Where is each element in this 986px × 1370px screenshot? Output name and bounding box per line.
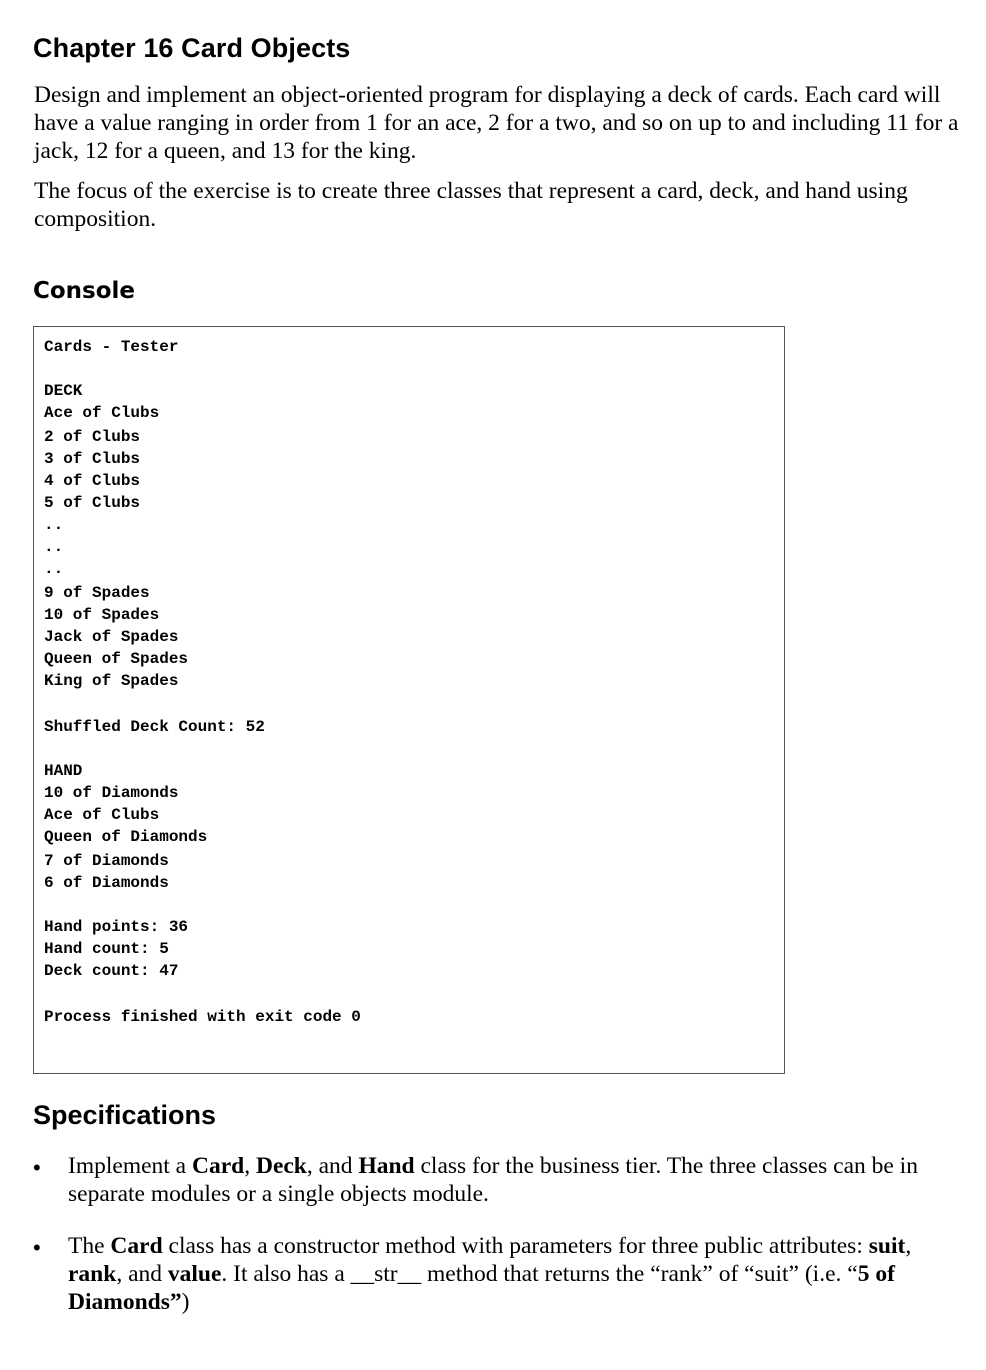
- console-line: Ace of Clubs: [44, 404, 160, 422]
- console-line: 6 of Diamonds: [44, 874, 169, 892]
- console-line: HAND: [44, 762, 83, 780]
- console-ellipsis: ..: [44, 560, 64, 578]
- console-line: Hand points: 36: [44, 918, 189, 936]
- console-line: Process finished with exit code 0: [44, 1008, 361, 1026]
- console-heading: Console: [33, 278, 136, 304]
- console-ellipsis: ..: [44, 538, 64, 556]
- console-line: Jack of Spades: [44, 628, 179, 646]
- spec-bullet-card-class: The Card class has a constructor method with parameters for three public attributes: suit, rank, and value. It also has a __str__ method that returns the “rank” of “suit” (i.e. “5 of Diamonds”): [68, 1233, 912, 1315]
- console-line: 10 of Diamonds: [44, 784, 179, 802]
- console-line: Deck count: 47: [44, 962, 179, 980]
- page-title: Chapter 16 Card Objects: [33, 33, 351, 63]
- console-line: 5 of Clubs: [44, 494, 141, 512]
- console-line: Cards - Tester: [44, 338, 179, 356]
- console-output-box: [33, 326, 785, 1074]
- console-line: DECK: [44, 382, 83, 400]
- console-line: 7 of Diamonds: [44, 852, 169, 870]
- console-line: King of Spades: [44, 672, 179, 690]
- spec-bullet-classes: Implement a Card, Deck, and Hand class for the business tier. The three classes can be in separate modules or a single objects module.: [68, 1153, 918, 1207]
- console-line: 2 of Clubs: [44, 428, 141, 446]
- console-ellipsis: ..: [44, 516, 64, 534]
- console-line: Hand count: 5: [44, 940, 169, 958]
- console-line: 9 of Spades: [44, 584, 150, 602]
- focus-paragraph: The focus of the exercise is to create three classes that represent a card, deck, and hand using composition.: [34, 178, 908, 232]
- console-line: 10 of Spades: [44, 606, 160, 624]
- console-line: Queen of Spades: [44, 650, 189, 668]
- intro-paragraph: Design and implement an object-oriented program for displaying a deck of cards. Each card will have a value ranging in order from 1 for an ace, 2 for a two, and so on up to and including 11 for a jack, 12 for a queen, and 13 for the king.: [34, 82, 959, 164]
- console-line: Queen of Diamonds: [44, 828, 208, 846]
- console-line: 3 of Clubs: [44, 450, 141, 468]
- specifications-heading: Specifications: [33, 1100, 217, 1130]
- console-line: 4 of Clubs: [44, 472, 141, 490]
- console-line: Shuffled Deck Count: 52: [44, 718, 265, 736]
- bullet-marker: •: [33, 1235, 41, 1260]
- bullet-marker: •: [33, 1155, 41, 1180]
- console-line: Ace of Clubs: [44, 806, 160, 824]
